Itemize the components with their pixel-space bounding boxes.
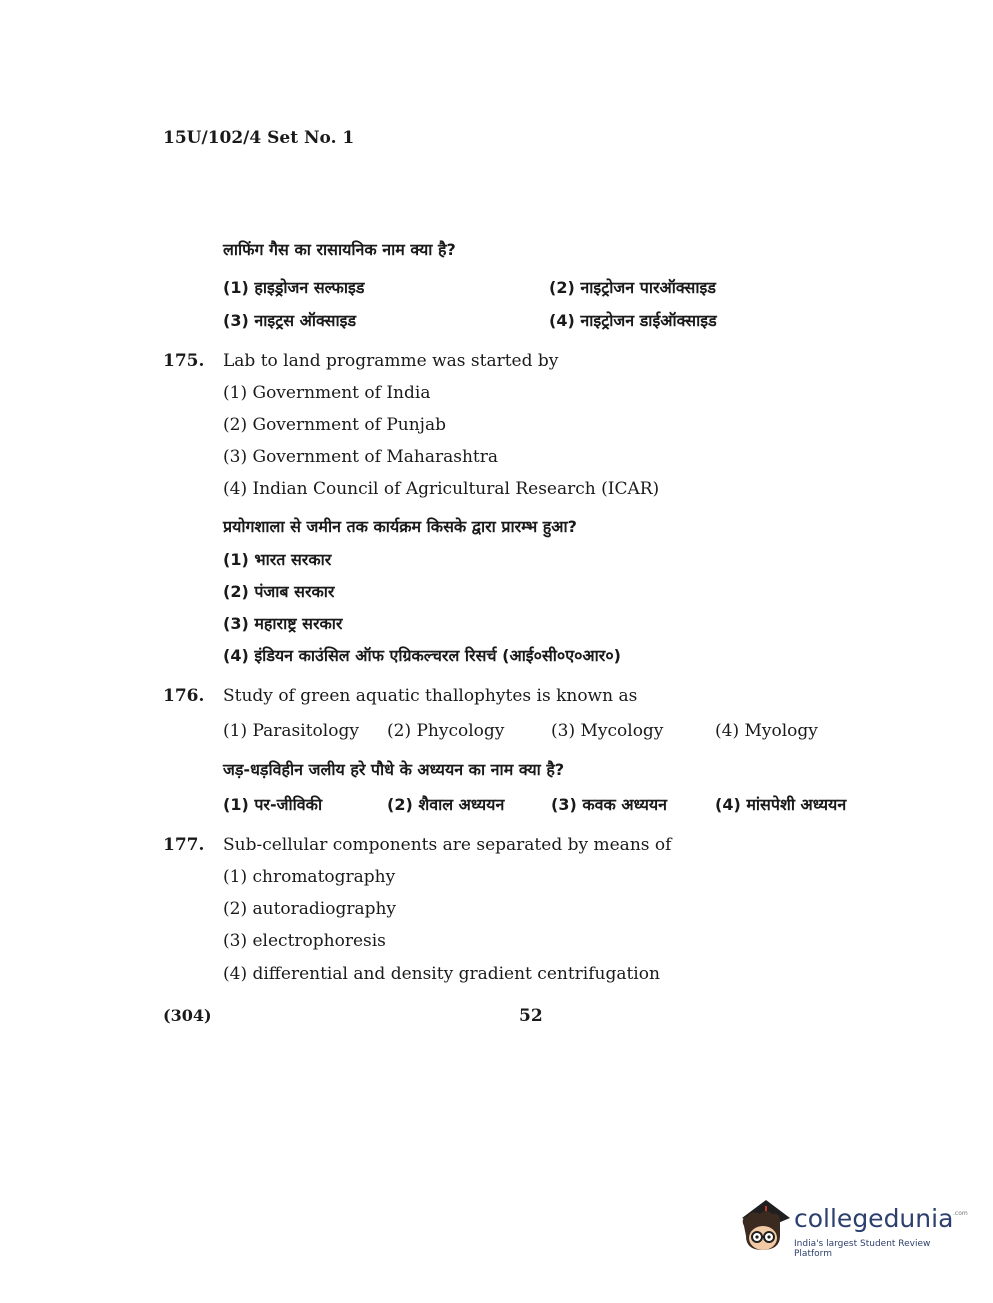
question-text-hindi: प्रयोगशाला से जमीन तक कार्यक्रम किसके द्वारा प्रारम्भ हुआ? (223, 517, 577, 536)
question-text-hindi: लाफिंग गैस का रासायनिक नाम क्या है? (223, 240, 456, 259)
option-4: (4) Myology (715, 721, 818, 741)
page-number: 52 (519, 1006, 543, 1026)
paper-code: 15U/102/4 Set No. 1 (163, 128, 355, 148)
question-text: Lab to land programme was started by (223, 351, 559, 371)
mascot-icon (736, 1196, 792, 1258)
logo-tagline: India's largest Student Review Platform (794, 1239, 931, 1259)
question-number: 176. (163, 686, 205, 706)
question-number: 177. (163, 835, 205, 855)
option-3: (3) Mycology (551, 721, 664, 741)
option-4: (4) Indian Council of Agricultural Research (ICAR) (223, 479, 660, 499)
logo-wordmark: collegedunia (794, 1204, 954, 1233)
option-3: (3) Government of Maharashtra (223, 447, 498, 467)
question-text: Sub-cellular components are separated by means of (223, 835, 672, 855)
option-1: (1) chromatography (223, 867, 396, 887)
option-2: (2) autoradiography (223, 899, 397, 919)
option-3: (3) electrophoresis (223, 931, 386, 951)
option-1-hindi: (1) पर-जीविकी (223, 795, 323, 814)
footer-code: (304) (163, 1006, 212, 1025)
option-1: (1) Parasitology (223, 721, 359, 741)
option-2-hindi: (2) शैवाल अध्ययन (387, 795, 505, 814)
question-text: Study of green aquatic thallophytes is known as (223, 686, 638, 706)
option-2: (2) Government of Punjab (223, 415, 446, 435)
question-text-hindi: जड़-धड़विहीन जलीय हरे पौधे के अध्ययन का नाम क्या है? (223, 760, 565, 779)
option-3-hindi: (3) कवक अध्ययन (551, 795, 668, 814)
option-4: (4) differential and density gradient centrifugation (223, 964, 660, 984)
option-4-hindi: (4) इंडियन काउंसिल ऑफ एग्रिकल्चरल रिसर्च (आई०सी०ए०आर०) (223, 646, 621, 665)
option-4-hindi: (4) नाइट्रोजन डाईऑक्साइड (549, 311, 717, 330)
logo-suffix: .com (953, 1210, 968, 1217)
option-3-hindi: (3) नाइट्रस ऑक्साइड (223, 311, 357, 330)
option-2-hindi: (2) पंजाब सरकार (223, 582, 335, 601)
option-1: (1) Government of India (223, 383, 431, 403)
option-1-hindi: (1) भारत सरकार (223, 550, 332, 569)
option-1-hindi: (1) हाइड्रोजन सल्फाइड (223, 278, 365, 297)
option-2: (2) Phycology (387, 721, 505, 741)
option-3-hindi: (3) महाराष्ट्र सरकार (223, 614, 343, 633)
collegedunia-logo (736, 1196, 966, 1258)
option-2-hindi: (2) नाइट्रोजन पारऑक्साइड (549, 278, 716, 297)
question-number: 175. (163, 351, 205, 371)
option-4-hindi: (4) मांसपेशी अध्ययन (715, 795, 847, 814)
